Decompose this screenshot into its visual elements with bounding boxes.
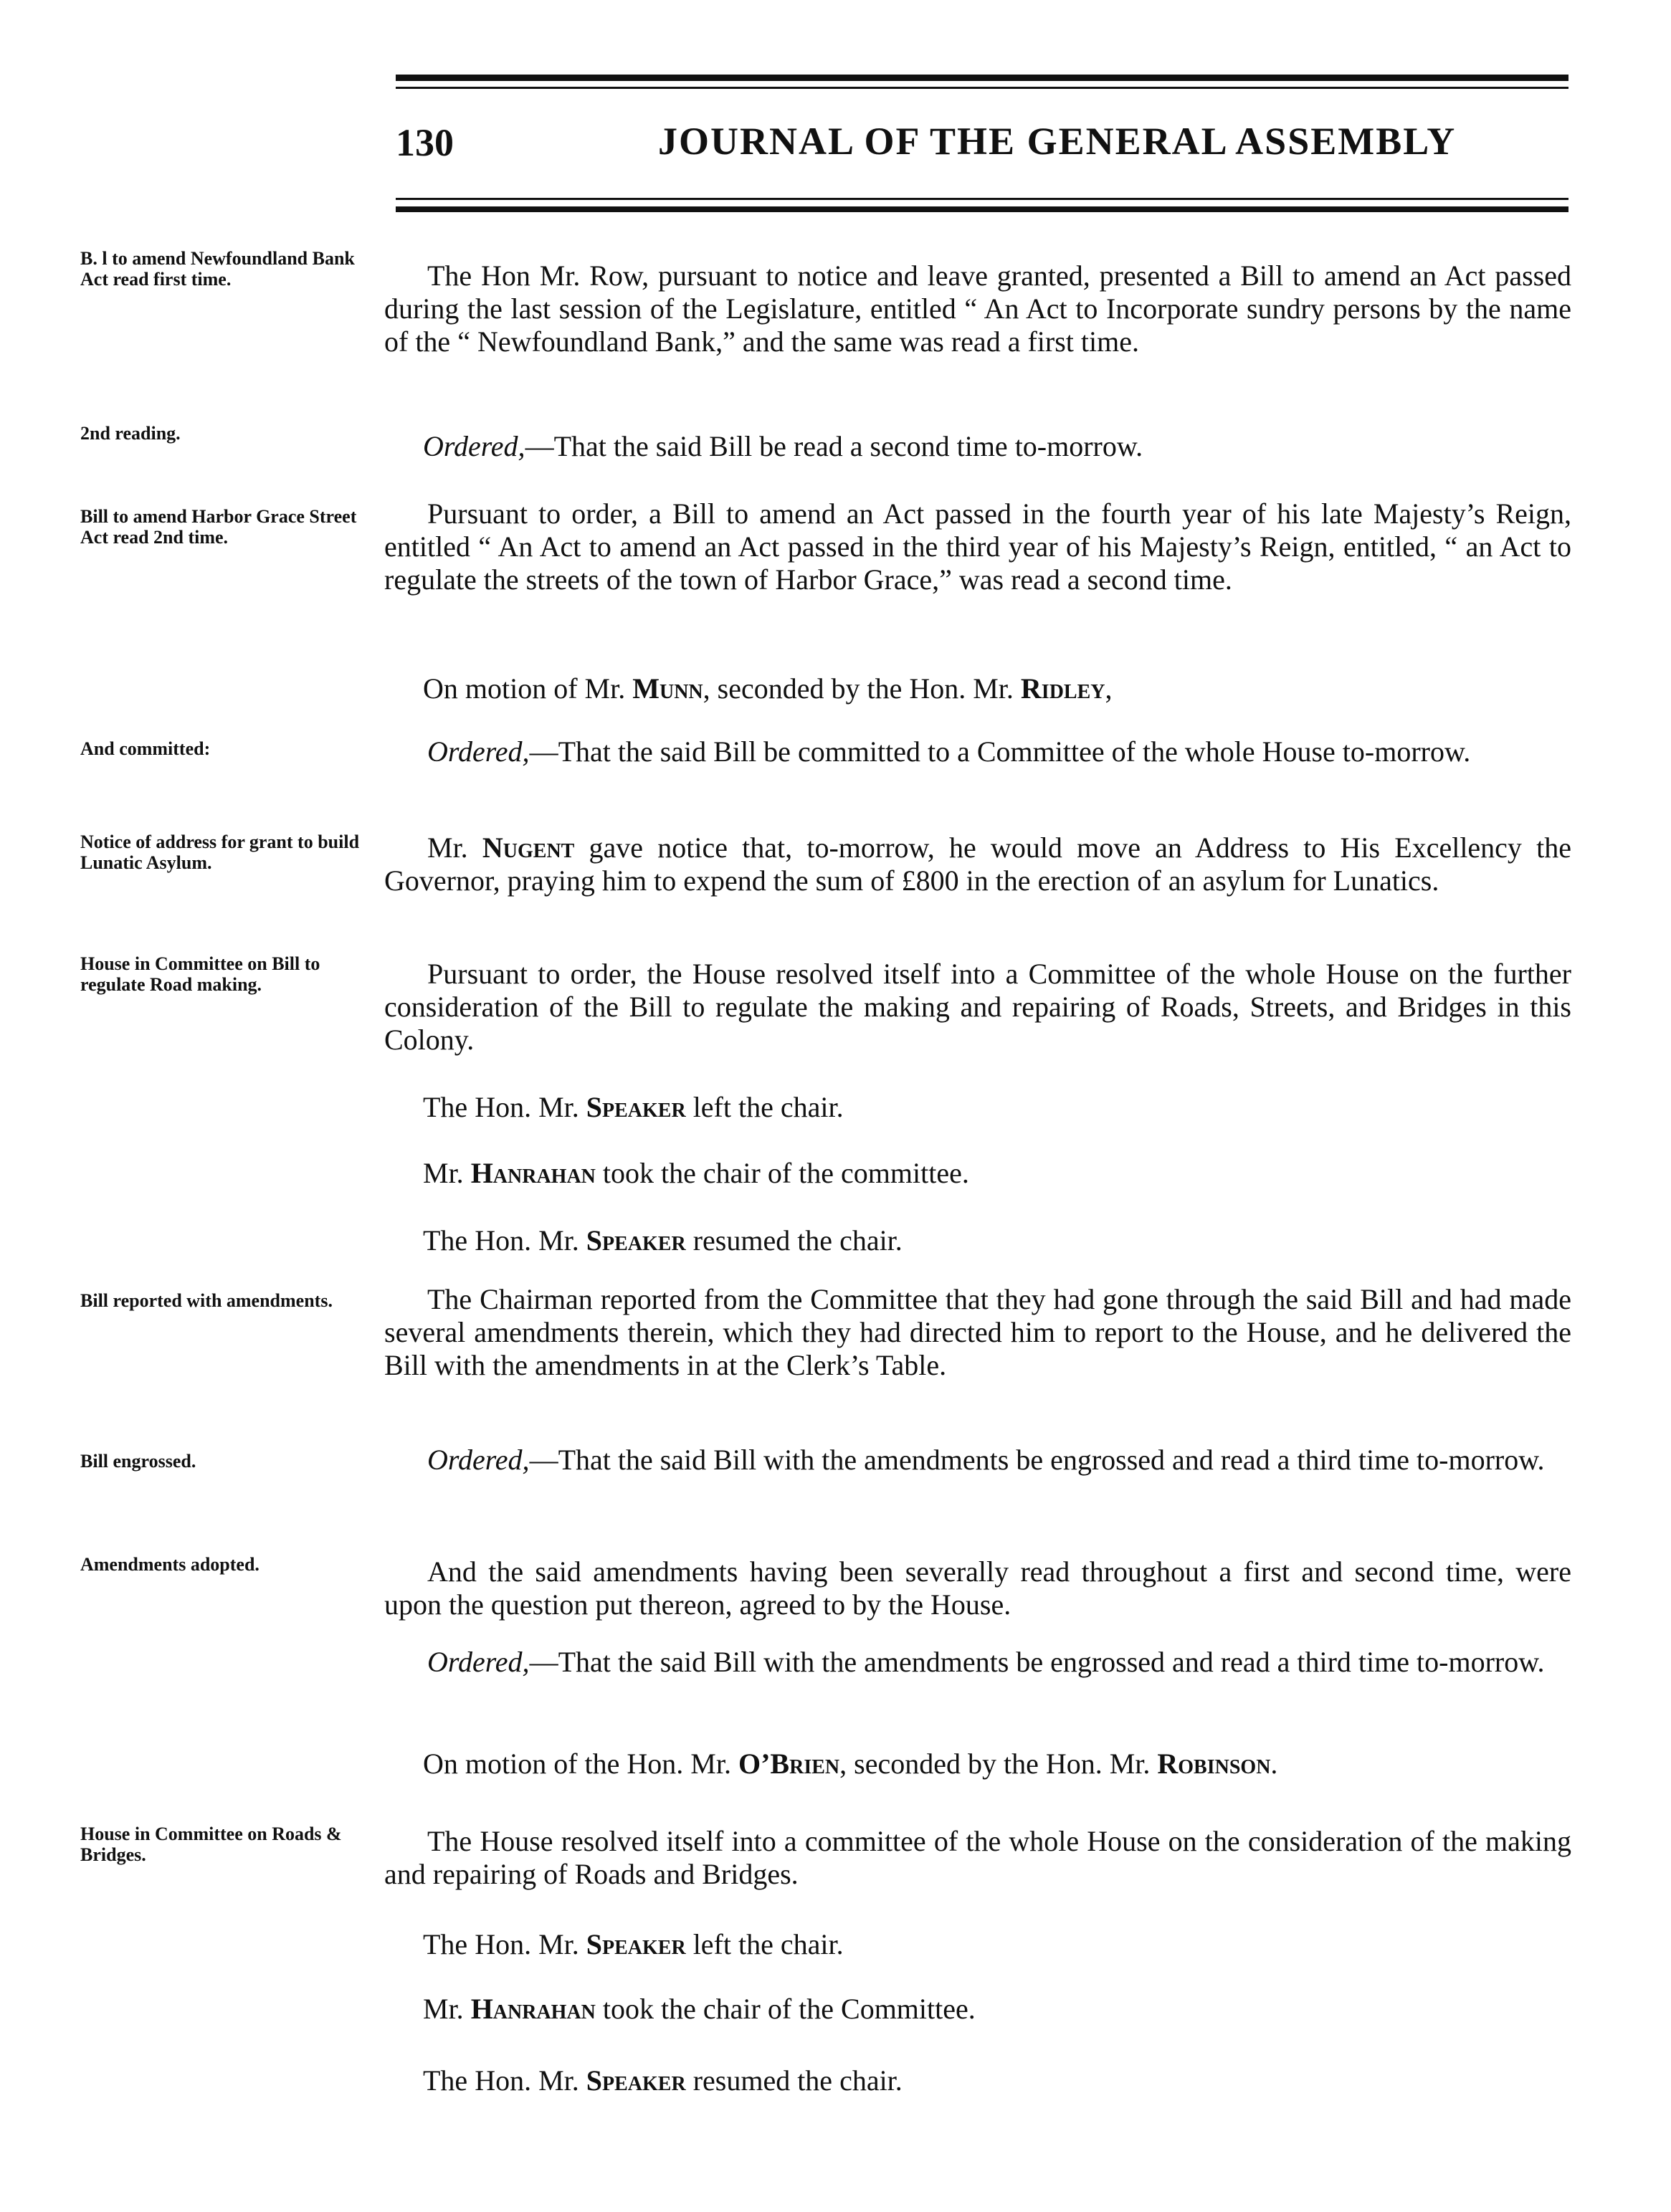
entry-text: On motion of Mr. — [423, 672, 633, 705]
entry-text: , — [1105, 672, 1113, 705]
entry-text: Mr. — [423, 1157, 471, 1189]
page-number: 130 — [396, 121, 454, 164]
entry-hanrahan-chair-2 — [423, 1993, 976, 2026]
margin-note-adopted: Amendments adopted. — [80, 1554, 260, 1575]
margin-note-bank-bill: B. l to amend Newfoundland Bank Act read first time. — [80, 248, 355, 290]
entry-engrossed-1 — [384, 1444, 1571, 1477]
entry-text: , seconded by the Hon. Mr. — [703, 672, 1021, 705]
entry-text: resumed the chair. — [685, 2064, 903, 2097]
entry-amendments-adopted: And the said amendments having been severally read throughout a first and second time, were upon the question put thereon, agreed to by the House. — [384, 1555, 1571, 1621]
page-title: JOURNAL OF THE GENERAL ASSEMBLY — [658, 120, 1457, 163]
entry-motion-obrien — [423, 1748, 1277, 1780]
entry-text: —That the said Bill be read a second time to-morrow. — [525, 430, 1143, 462]
entry-roads-bridges: The House resolved itself into a committee of the whole House on the consideration of the making and repairing of Roads and Bridges. — [384, 1825, 1571, 1890]
entry-motion-munn — [423, 672, 1113, 705]
entry-lunatic-asylum — [384, 831, 1571, 897]
entry-harbor-grace: Pursuant to order, a Bill to amend an Act passed in the fourth year of his late Majesty’s Reign, entitled “ An Act to amend an Act passed in the third year of his Majesty’s Reign, entitled, “ an Act to regulate the streets of the town of Harbor Grace,” was read a second time. — [384, 497, 1571, 596]
entry-text: left the chair. — [685, 1091, 844, 1123]
entry-road-making: Pursuant to order, the House resolved itself into a Committee of the whole House on the further consideration of the Bill to regulate the making and repairing of Roads, Streets, and Bridges in this Colony. — [384, 958, 1571, 1056]
ordered-label: Ordered, — [427, 1646, 530, 1678]
entry-text: took the chair of the committee. — [595, 1157, 969, 1189]
entry-text: . — [1270, 1748, 1278, 1780]
member-name: Ridley — [1020, 672, 1105, 705]
entry-engrossed-2 — [384, 1646, 1571, 1679]
margin-note-harbor-grace: Bill to amend Harbor Grace Street Act read 2nd time. — [80, 506, 357, 548]
entry-hanrahan-chair-1 — [423, 1157, 969, 1190]
entry-text: left the chair. — [685, 1928, 844, 1960]
margin-note-engrossed: Bill engrossed. — [80, 1451, 196, 1472]
entry-text: The Hon. Mr. — [423, 1224, 586, 1257]
ordered-label: Ordered, — [423, 430, 525, 462]
entry-text: —That the said Bill be committed to a Committee of the whole House to-morrow. — [529, 735, 1471, 768]
member-name: Speaker — [586, 1928, 686, 1960]
header-rule-top-thin — [396, 87, 1568, 89]
ordered-label: Ordered, — [427, 735, 530, 768]
entry-bill-reported: The Chairman reported from the Committee that they had gone through the said Bill and had made several amendments therein, which they had directed him to report to the House, and he delivered the Bill with the amendments in at the Clerk’s Table. — [384, 1283, 1571, 1381]
header-rule-top-thick — [396, 75, 1568, 81]
member-name: Speaker — [586, 1091, 686, 1123]
entry-text: —That the said Bill with the amendments be engrossed and read a third time to-morrow. — [529, 1444, 1545, 1476]
entry-bank-bill: The Hon Mr. Row, pursuant to notice and leave granted, presented a Bill to amend an Act passed during the last session of the Legislature, entitled “ An Act to Incorporate sundry persons by the name of the “ Newfoundland Bank,” and the same was read a first time. — [384, 259, 1571, 358]
entry-speaker-resumed-1 — [423, 1224, 903, 1257]
member-name: Robinson — [1157, 1748, 1271, 1780]
entry-text: —That the said Bill with the amendments be engrossed and read a third time to-morrow. — [529, 1646, 1545, 1678]
member-name: Nugent — [482, 831, 575, 864]
member-name: O’Brien — [738, 1748, 840, 1780]
member-name: Speaker — [586, 1224, 686, 1257]
entry-speaker-left-2 — [423, 1928, 844, 1961]
entry-text: gave notice that, to-morrow, he would move an Address to His Excellency the Governor, praying him to expend the sum of £800 in the erection of an asylum for Lunatics. — [384, 831, 1571, 897]
entry-text: The Hon. Mr. — [423, 1928, 586, 1960]
entry-text: resumed the chair. — [685, 1224, 903, 1257]
member-name: Speaker — [586, 2064, 686, 2097]
entry-text: took the chair of the Committee. — [595, 1993, 976, 2025]
entry-text: The Hon. Mr. — [423, 2064, 586, 2097]
ordered-label: Ordered, — [427, 1444, 530, 1476]
header-rule-bottom-thin — [396, 198, 1568, 200]
member-name: Munn — [632, 672, 703, 705]
entry-second-reading — [423, 430, 1143, 463]
margin-note-committed: And committed: — [80, 738, 211, 759]
entry-text: On motion of the Hon. Mr. — [423, 1748, 738, 1780]
margin-note-lunatic-asylum: Notice of address for grant to build Lunatic Asylum. — [80, 831, 360, 873]
entry-speaker-left-1 — [423, 1091, 844, 1124]
member-name: Hanrahan — [470, 1993, 596, 2025]
margin-note-roads-bridges: House in Committee on Roads & Bridges. — [80, 1824, 342, 1865]
entry-committed — [384, 735, 1571, 768]
entry-text: The Hon. Mr. — [423, 1091, 586, 1123]
entry-speaker-resumed-2 — [423, 2064, 903, 2097]
margin-note-second-reading: 2nd reading. — [80, 423, 181, 444]
entry-text: Mr. — [423, 1993, 471, 2025]
entry-text: Mr. — [427, 831, 482, 864]
header-rule-bottom-thick — [396, 206, 1568, 212]
member-name: Hanrahan — [470, 1157, 596, 1189]
margin-note-reported: Bill reported with amendments. — [80, 1290, 333, 1311]
margin-note-road-making: House in Committee on Bill to regulate Road making. — [80, 953, 320, 995]
entry-text: , seconded by the Hon. Mr. — [839, 1748, 1158, 1780]
